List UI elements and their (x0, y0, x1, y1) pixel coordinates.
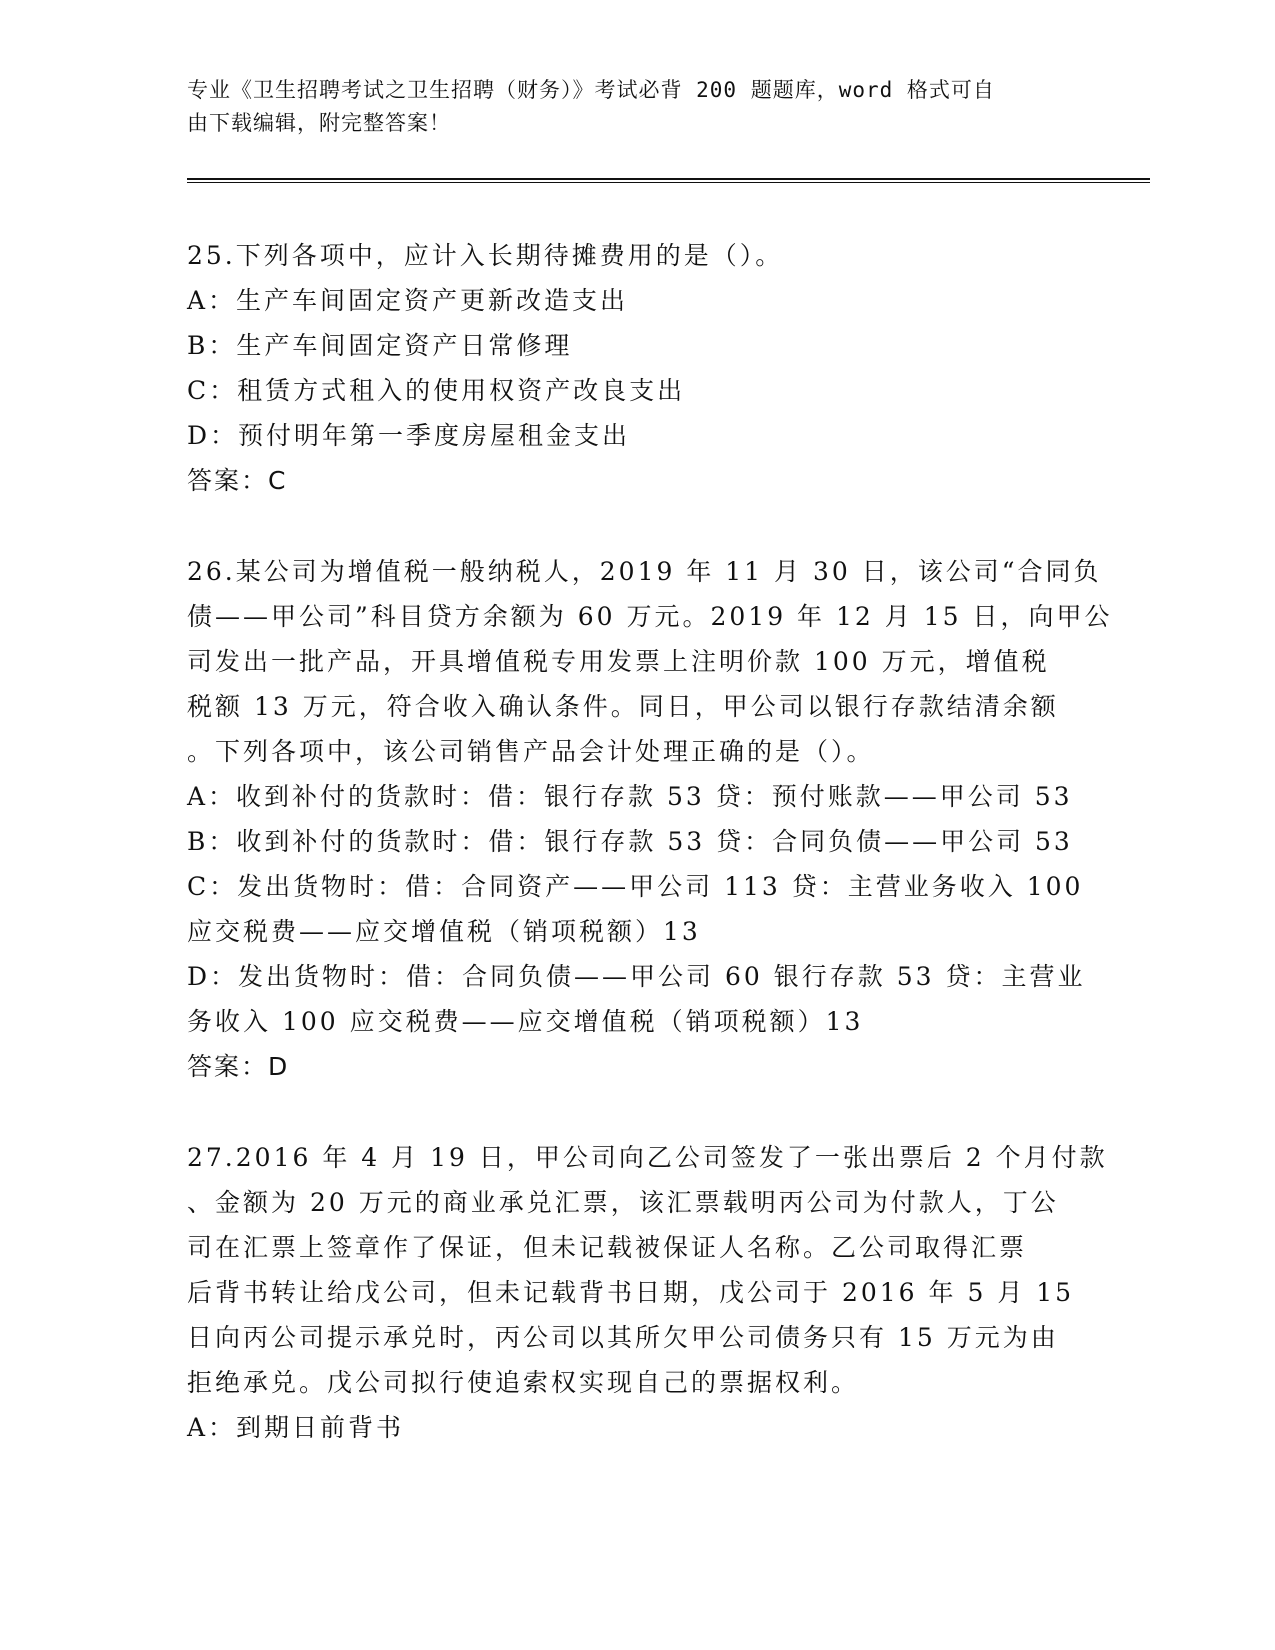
option-a: A：收到补付的货款时：借：银行存款 53 贷：预付账款——甲公司 53 (187, 782, 1073, 811)
question-stem-line-5: 日向丙公司提示承兑时，丙公司以其所欠甲公司债务只有 15 万元为由 (187, 1323, 1059, 1352)
question-stem-line-1: 27.2016 年 4 月 19 日，甲公司向乙公司签发了一张出票后 2 个月付款 (187, 1143, 1108, 1172)
option-c: C：租赁方式租入的使用权资产改良支出 (187, 376, 686, 405)
option-b: B：收到补付的货款时：借：银行存款 53 贷：合同负债——甲公司 53 (187, 827, 1073, 856)
option-b: B：生产车间固定资产日常修理 (187, 331, 573, 360)
question-stem-line-3: 司发出一批产品，开具增值税专用发票上注明价款 100 万元，增值税 (187, 647, 1050, 676)
header-divider (187, 178, 1150, 180)
question-25 (187, 233, 1087, 503)
option-c-line-2: 应交税费——应交增值税（销项税额）13 (187, 917, 701, 946)
option-a: A：到期日前背书 (187, 1413, 405, 1442)
answer: 答案：C (187, 466, 288, 495)
question-stem-line-4: 税额 13 万元，符合收入确认条件。同日，甲公司以银行存款结清余额 (187, 692, 1059, 721)
question-stem-line-3: 司在汇票上签章作了保证，但未记载被保证人名称。乙公司取得汇票 (187, 1233, 1028, 1262)
question-list (187, 233, 1113, 1496)
header-line-1: 专业《卫生招聘考试之卫生招聘（财务）》考试必背 200 题题库，word 格式可自 (187, 78, 995, 102)
option-d: D：预付明年第一季度房屋租金支出 (187, 421, 631, 450)
question-stem-line-4: 后背书转让给戊公司，但未记载背书日期，戊公司于 2016 年 5 月 15 (187, 1278, 1075, 1307)
question-stem-line-6: 拒绝承兑。戊公司拟行使追索权实现自己的票据权利。 (187, 1368, 860, 1397)
header-divider-thin (187, 182, 1150, 183)
header-line-2: 由下载编辑，附完整答案！ (187, 111, 451, 135)
option-d-line-1: D：发出货物时：借：合同负债——甲公司 60 银行存款 53 贷：主营业 (187, 962, 1086, 991)
option-c-line-1: C：发出货物时：借：合同资产——甲公司 113 贷：主营业务收入 100 (187, 872, 1084, 901)
question-26 (187, 549, 1113, 1089)
question-stem: 25.下列各项中，应计入长期待摊费用的是（）。 (187, 241, 784, 270)
question-stem-line-2: 债——甲公司”科目贷方余额为 60 万元。2019 年 12 月 15 日，向甲公 (187, 602, 1113, 631)
question-stem-line-1: 26.某公司为增值税一般纳税人，2019 年 11 月 30 日，该公司“合同负 (187, 557, 1102, 586)
answer: 答案：D (187, 1052, 290, 1081)
question-stem-line-5: 。下列各项中，该公司销售产品会计处理正确的是（）。 (187, 737, 875, 766)
option-a: A：生产车间固定资产更新改造支出 (187, 286, 629, 315)
option-d-line-2: 务收入 100 应交税费——应交增值税（销项税额）13 (187, 1007, 864, 1036)
question-27 (187, 1135, 1108, 1450)
question-stem-line-2: 、金额为 20 万元的商业承兑汇票，该汇票载明丙公司为付款人，丁公 (187, 1188, 1059, 1217)
document-header (187, 74, 1067, 140)
